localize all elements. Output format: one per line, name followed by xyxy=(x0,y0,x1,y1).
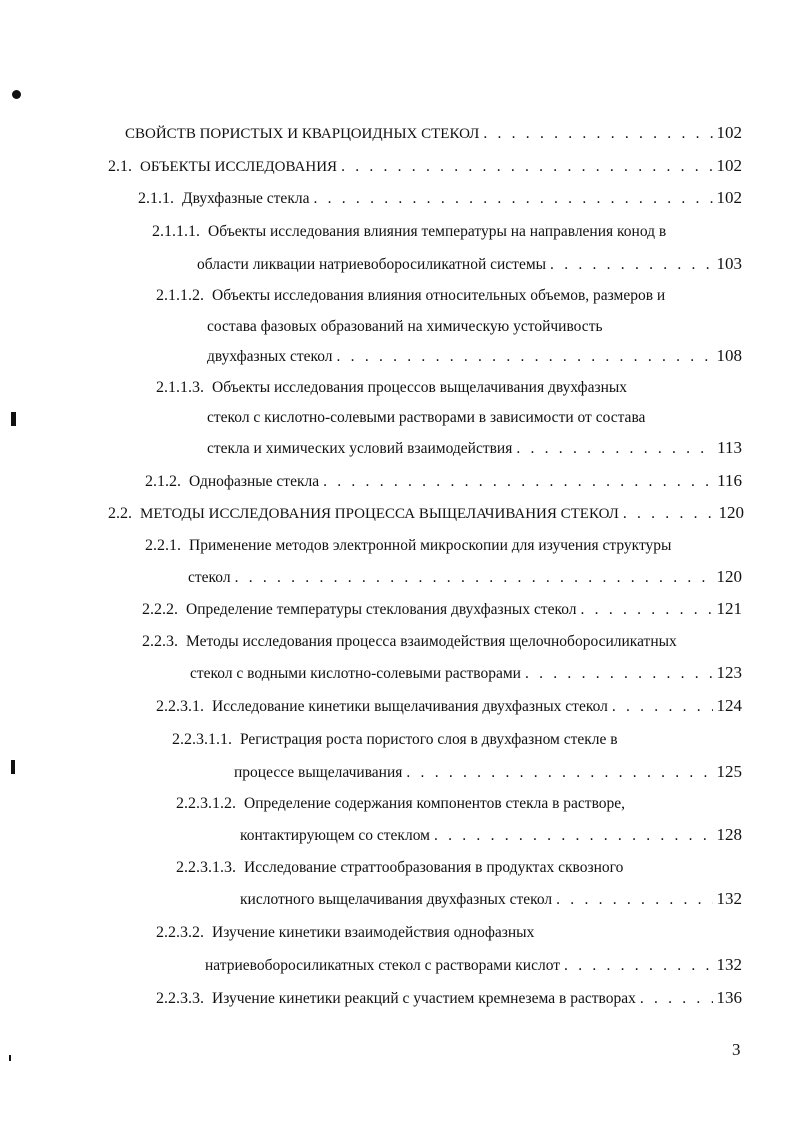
toc-entry-title-cont: двухфазных стекол xyxy=(207,348,333,365)
toc-entry xyxy=(108,501,744,525)
toc-entry-page: 108 xyxy=(716,346,742,365)
toc-entry-number: 2.1.1.2. xyxy=(156,287,204,304)
toc-leader-dots xyxy=(483,122,712,146)
toc-entry-title-cont: области ликвации натриевоборосиликатной системы xyxy=(197,256,547,273)
binding-hole-mark xyxy=(11,760,15,774)
toc-entry-page: 125 xyxy=(716,762,742,781)
toc-leader-dots xyxy=(434,824,713,848)
toc-entry-title-cont: процессе выщелачивания xyxy=(234,764,403,781)
toc-entry-number: 2.2.3.1. xyxy=(156,698,204,715)
toc-entry-page: 102 xyxy=(716,156,742,175)
toc-entry-page: 128 xyxy=(716,825,742,844)
toc-leader-dots xyxy=(235,566,713,590)
toc-entry xyxy=(176,856,742,880)
toc-entry-title: Определение температуры стеклования двухфазных стекол xyxy=(186,601,577,618)
toc-entry xyxy=(152,220,742,244)
toc-entry-continuation xyxy=(207,406,742,430)
toc-leader-dots xyxy=(516,437,713,461)
toc-entry xyxy=(156,986,742,1010)
toc-entry-title-cont: стекла и химических условий взаимодействия xyxy=(207,440,513,457)
toc-entry-page: 123 xyxy=(716,663,742,682)
toc-leader-dots xyxy=(323,470,713,494)
toc-entry-title: Методы исследования процесса взаимодействия щелочноборосиликатных xyxy=(186,633,677,650)
toc-entry-continuation xyxy=(207,344,742,368)
toc-entry-title: Объекты исследования влияния температуры на направления конод в xyxy=(208,223,667,240)
page-number: 3 xyxy=(732,1040,741,1059)
toc-entry xyxy=(172,728,742,752)
toc-entry-page: 102 xyxy=(716,123,742,142)
toc-entry-number: 2.2. xyxy=(108,505,132,522)
toc-entry-number: 2.2.2. xyxy=(142,601,178,618)
toc-leader-dots xyxy=(550,253,712,277)
toc-entry-page: 120 xyxy=(718,503,744,522)
toc-entry-continuation xyxy=(240,823,742,847)
toc-entry xyxy=(138,186,742,210)
toc-entry-number: 2.2.3.2. xyxy=(156,924,204,941)
toc-entry-title-cont: контактирующем со стеклом xyxy=(240,827,430,844)
toc-entry-number: 2.2.3. xyxy=(142,633,178,650)
toc-entry-title-cont: стекол с водными кислотно-солевыми растворами xyxy=(190,665,521,682)
toc-leader-dots xyxy=(623,502,715,526)
toc-entry-title: Определение содержания компонентов стекла в растворе, xyxy=(244,795,626,812)
toc-entry-page: 132 xyxy=(716,889,742,908)
toc-leader-dots xyxy=(640,987,713,1011)
toc-entry-page: 113 xyxy=(717,438,742,457)
toc-entry-title: Регистрация роста пористого слоя в двухфазном стекле в xyxy=(240,731,618,748)
toc-entry-title: Изучение кинетики реакций с участием кремнезема в растворах xyxy=(212,990,636,1007)
toc-entry-number: 2.2.1. xyxy=(145,537,181,554)
toc-entry xyxy=(142,597,742,621)
toc-entry-title-cont: состава фазовых образований на химическую устойчивость xyxy=(207,318,603,335)
toc-entry-continuation xyxy=(207,436,742,460)
toc-entry-continuation xyxy=(205,953,742,977)
toc-entry-page: 132 xyxy=(716,955,742,974)
toc-entry-title: Объекты исследования влияния относительных объемов, размеров и xyxy=(212,287,666,304)
toc-entry-number: 2.1.1. xyxy=(138,190,174,207)
toc-entry-continuation xyxy=(234,760,742,784)
toc-leader-dots xyxy=(337,345,713,369)
toc-entry-page: 103 xyxy=(716,254,742,273)
toc-leader-dots xyxy=(581,598,713,622)
toc-entry-page: 116 xyxy=(717,471,742,490)
toc-entry-number: 2.2.3.3. xyxy=(156,990,204,1007)
toc-entry-continuation xyxy=(207,315,742,339)
toc-leader-dots xyxy=(525,662,713,686)
toc-entry-number: 2.2.3.1.2. xyxy=(176,795,236,812)
toc-entry-number: 2.1.1.1. xyxy=(152,223,200,240)
toc-entry xyxy=(145,534,742,558)
toc-entry-continuation xyxy=(190,661,742,685)
toc-entry-title: Однофазные стекла xyxy=(189,473,320,490)
toc-leader-dots xyxy=(341,155,712,179)
toc-entry-continuation xyxy=(197,252,742,276)
toc-entry-title: СВОЙСТВ ПОРИСТЫХ И КВАРЦОИДНЫХ СТЕКОЛ xyxy=(125,126,480,142)
toc-entry xyxy=(156,284,742,308)
toc-leader-dots xyxy=(564,954,712,978)
toc-entry xyxy=(125,121,742,145)
toc-entry-page: 120 xyxy=(716,567,742,586)
toc-entry-page: 124 xyxy=(716,696,742,715)
binding-hole-mark xyxy=(9,1055,11,1061)
toc-entry-title: Объекты исследования процессов выщелачивания двухфазных xyxy=(212,379,628,396)
toc-entry-continuation xyxy=(240,887,742,911)
toc-entry xyxy=(142,630,742,654)
toc-entry-title-cont: натриевоборосиликатных стекол с растворами кислот xyxy=(205,957,561,974)
toc-entry xyxy=(145,469,742,493)
toc-entry xyxy=(176,792,742,816)
toc-entry-title: ОБЪЕКТЫ ИССЛЕДОВАНИЯ xyxy=(140,159,338,175)
toc-entry-page: 121 xyxy=(716,599,742,618)
toc-leader-dots xyxy=(612,695,713,719)
toc-entry-title: МЕТОДЫ ИССЛЕДОВАНИЯ ПРОЦЕССА ВЫЩЕЛАЧИВАНИЯ СТЕКОЛ xyxy=(140,506,619,522)
toc-entry-continuation xyxy=(188,565,742,589)
toc-entry-title: Исследование кинетики выщелачивания двухфазных стекол xyxy=(212,698,608,715)
toc-entry xyxy=(156,694,742,718)
toc-entry-number: 2.2.3.1.3. xyxy=(176,859,236,876)
toc-entry-page: 136 xyxy=(716,988,742,1007)
toc-entry-number: 2.1. xyxy=(108,158,132,175)
toc-leader-dots xyxy=(556,888,712,912)
toc-entry xyxy=(108,154,742,178)
toc-entry-title-cont: стекол с кислотно-солевыми растворами в зависимости от состава xyxy=(207,409,646,426)
toc-entry-title: Двухфазные стекла xyxy=(182,190,310,207)
binding-hole-mark xyxy=(12,90,21,99)
toc-leader-dots xyxy=(313,187,712,211)
toc-entry-number: 2.1.2. xyxy=(145,473,181,490)
toc-entry-title: Исследование страттообразования в продуктах сквозного xyxy=(244,859,624,876)
toc-entry-page: 102 xyxy=(716,188,742,207)
toc-leader-dots xyxy=(406,761,712,785)
toc-entry-number: 2.1.1.3. xyxy=(156,379,204,396)
toc-entry-title: Применение методов электронной микроскопии для изучения структуры xyxy=(189,537,672,554)
toc-entry-number: 2.2.3.1.1. xyxy=(172,731,232,748)
toc-entry-title-cont: кислотного выщелачивания двухфазных стекол xyxy=(240,891,553,908)
toc-entry xyxy=(156,921,742,945)
binding-hole-mark xyxy=(11,412,16,426)
toc-entry-title-cont: стекол xyxy=(188,569,231,586)
toc-entry xyxy=(156,376,742,400)
toc-entry-title: Изучение кинетики взаимодействия однофазных xyxy=(212,924,535,941)
